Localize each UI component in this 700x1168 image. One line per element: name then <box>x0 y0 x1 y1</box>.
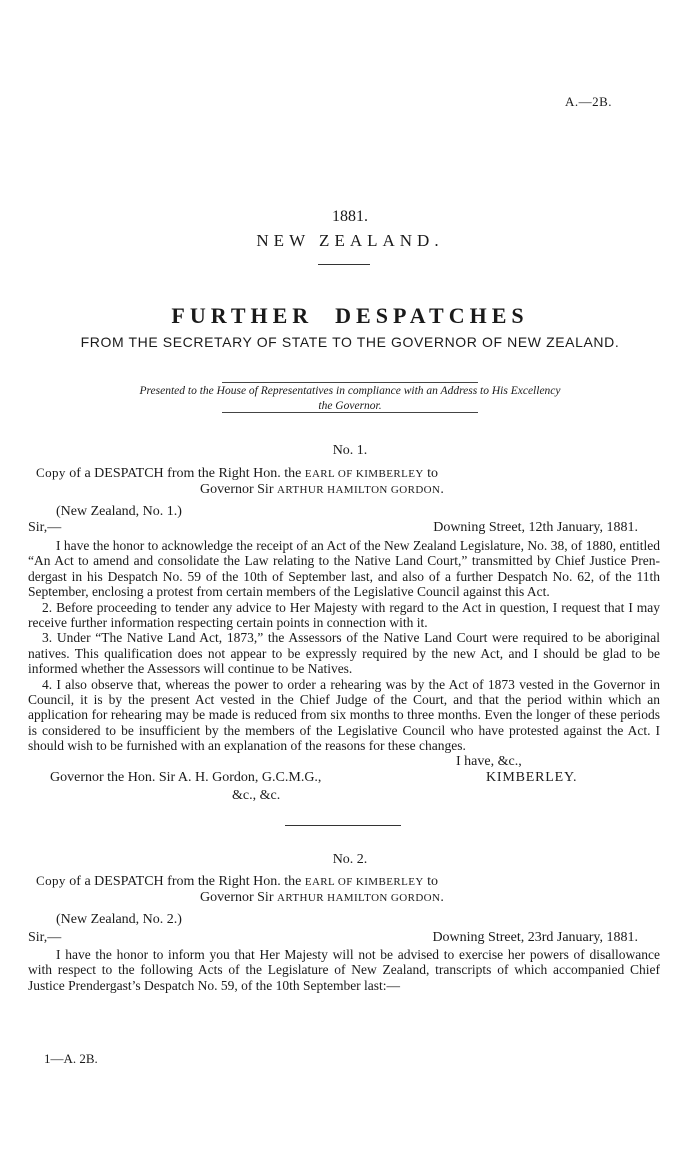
despatch-2-governor <box>200 890 444 906</box>
paragraph: 2. Before proceeding to tender any advice to Her Majesty with regard to the Act in question, I request that I may receive further information respecting certain points in connection with it. <box>28 599 660 631</box>
despatch-2-number: No. 2. <box>332 852 368 867</box>
governor-prefix: Governor Sir <box>200 890 277 905</box>
earl-name: EARL OF KIMBERLEY <box>304 468 424 480</box>
earl-name: EARL OF KIMBERLEY <box>304 876 424 888</box>
copy-label: Copy <box>36 465 66 480</box>
despatch-1-heading <box>36 464 676 483</box>
copy-label: Copy <box>36 873 66 888</box>
presented-line-2: the Governor. <box>318 400 382 412</box>
despatch-1-body <box>28 538 660 754</box>
etc-line: &c., &c. <box>232 788 281 803</box>
divider <box>222 382 478 383</box>
paragraph: 4. I also observe that, whereas the power to order a rehearing was by the Act of 1873 vested in the Governor in Council, it is by the present Act vested in the Chief Judge of the Court, and that the period within which an application for rehearing may be made is reduced from six months to three months. Even the longer of these periods is considered to be insufficient by the members of the Legislative Council who have protested against the Act. I should wish to be furnished with an explanation of the reasons for these changes. <box>28 676 660 754</box>
document-subtitle: FROM THE SECRETARY OF STATE TO THE GOVERNOR OF NEW ZEALAND. <box>80 334 620 350</box>
despatch-1-number: No. 1. <box>332 443 368 458</box>
heading-text: of a DESPATCH from the Right Hon. the <box>65 466 305 481</box>
despatch-2-nz-line: (New Zealand, No. 2.) <box>56 912 182 927</box>
governor-name: ARTHUR HAMILTON GORDON <box>277 892 441 904</box>
heading-to: to <box>423 874 439 889</box>
governor-suffix: . <box>440 482 444 497</box>
paragraph: I have the honor to acknowledge the receipt of an Act of the New Zealand Legislature, No. 38, of 1880, entitled “An Act to amend and consolidate the Law relating to the Native Land Court,” transmitted by Chief Justice Pren-dergast in his Despatch No. 59 of the 10th of September last, and also of a further Despatch No. 62, of the 11th September, enclosing a protest from certain members of the Legislative Council against this Act. <box>28 538 660 600</box>
signature: KIMBERLEY. <box>486 770 578 785</box>
footer-reference: 1—A. 2B. <box>44 1051 98 1066</box>
despatch-1-governor <box>200 482 444 498</box>
governor-name: ARTHUR HAMILTON GORDON <box>277 484 441 496</box>
country-heading: NEW ZEALAND. <box>256 231 444 250</box>
divider <box>285 825 401 826</box>
despatch-1-dateline: Downing Street, 12th January, 1881. <box>433 520 638 535</box>
governor-prefix: Governor Sir <box>200 482 277 497</box>
paragraph: I have the honor to inform you that Her Majesty will not be advised to exercise her powers of disallowance with respect to the following Acts of the Legislature of New Zealand, transcripts of which accompanied Chief Justice Prendergast’s Despatch No. 59, of the 10th September last:— <box>28 947 660 993</box>
despatch-1-salutation: Sir,— <box>28 520 62 535</box>
governor-suffix: . <box>440 890 444 905</box>
closing: I have, &c., <box>456 754 522 769</box>
despatch-2-body <box>28 947 660 993</box>
despatch-2-heading <box>36 872 676 891</box>
addressee: Governor the Hon. Sir A. H. Gordon, G.C.M.G., <box>50 770 322 785</box>
presented-note <box>40 384 660 414</box>
despatch-1-nz-line: (New Zealand, No. 1.) <box>56 504 182 519</box>
despatch-2-dateline: Downing Street, 23rd January, 1881. <box>432 930 638 945</box>
title-part-1: FURTHER <box>171 303 314 328</box>
divider <box>222 412 478 413</box>
document-title <box>0 303 700 329</box>
despatch-2-salutation: Sir,— <box>28 930 62 945</box>
page-reference: A.—2B. <box>564 94 612 109</box>
year: 1881. <box>332 208 368 225</box>
presented-line-1: Presented to the House of Representatives in compliance with an Address to His Excellency <box>139 385 561 397</box>
title-part-2: DESPATCHES <box>335 303 529 328</box>
paragraph: 3. Under “The Native Land Act, 1873,” the Assessors of the Native Land Court were required to be aboriginal natives. This qualification does not appear to be expressly required by the new Act, and I should be glad to be informed whether the Assessors will continue to be Natives. <box>28 630 660 677</box>
heading-text: of a DESPATCH from the Right Hon. the <box>65 874 305 889</box>
divider <box>318 264 370 265</box>
heading-to: to <box>423 466 439 481</box>
